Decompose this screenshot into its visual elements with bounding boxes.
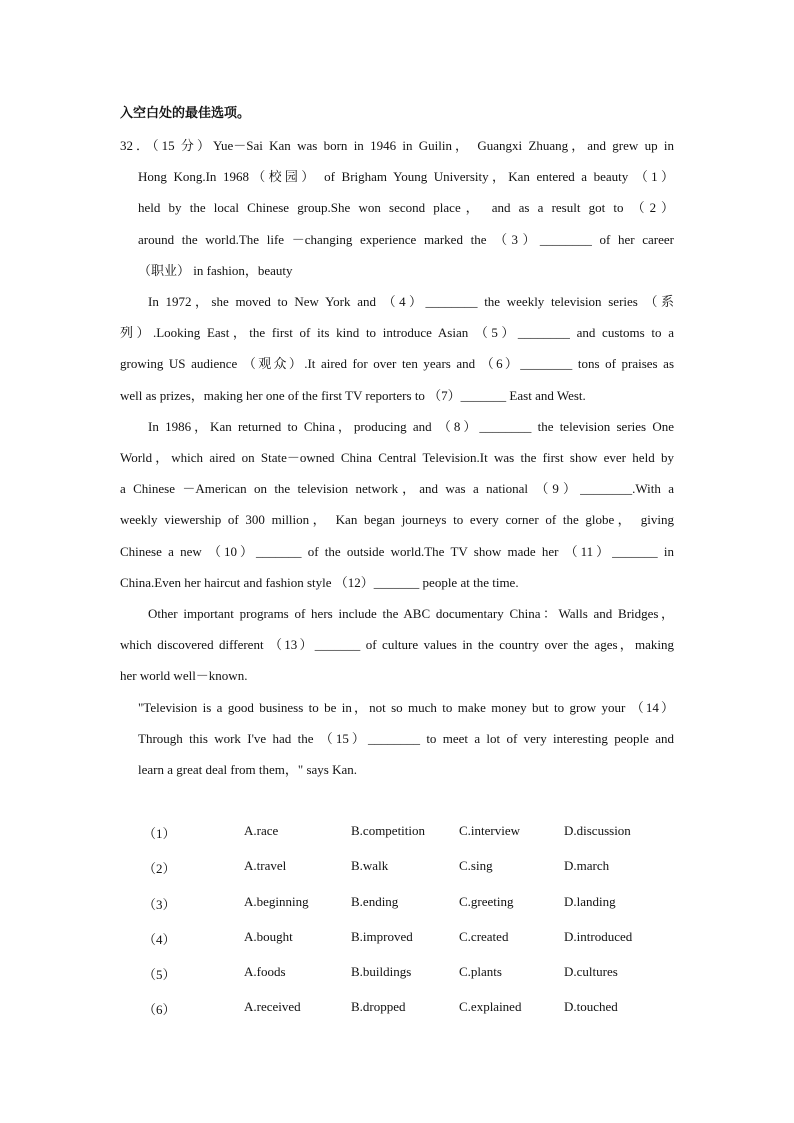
option-c: C.sing (459, 858, 493, 873)
option-a: A.foods (244, 964, 286, 979)
question-number: （4） (143, 932, 176, 947)
passage-line: held by the local Chinese group.She won second place， and as a result got to （2） (138, 200, 674, 215)
option-a: A.received (244, 999, 301, 1014)
section-heading: 入空白处的最佳选项。 (120, 106, 251, 121)
question-number: （5） (143, 967, 176, 982)
option-b: B.buildings (351, 964, 412, 979)
option-a: A.travel (244, 858, 287, 873)
question-number: （6） (143, 1002, 176, 1017)
option-a: A.bought (244, 929, 293, 944)
question-number: （3） (143, 897, 176, 912)
option-b: B.improved (351, 929, 413, 944)
option-b: B.competition (351, 823, 426, 838)
passage-line: Other important programs of hers include the ABC documentary China：Walls and Bridges， (148, 606, 674, 621)
option-row (0, 999, 794, 1019)
passage-line: which discovered different （13）_______ of culture values in the country over the ages，making (120, 637, 674, 652)
option-c: C.created (459, 929, 509, 944)
passage-line: Hong Kong.In 1968（校园） of Brigham Young University，Kan entered a beauty （1） (138, 169, 674, 184)
option-d: D.discussion (564, 823, 631, 838)
option-c: C.interview (459, 823, 521, 838)
passage-line: her world well－known. (120, 668, 248, 683)
option-row (0, 823, 794, 843)
passage-line: （职业） in fashion，beauty (138, 263, 293, 278)
option-c: C.plants (459, 964, 502, 979)
question-number: （2） (143, 861, 176, 876)
passage-line: 列）.Looking East，the first of its kind to introduce Asian （5）________ and customs to a (120, 325, 674, 340)
option-c: C.greeting (459, 894, 514, 909)
option-d: D.touched (564, 999, 618, 1014)
passage-line: learn a great deal from them，" says Kan. (138, 762, 358, 777)
option-d: D.landing (564, 894, 616, 909)
option-b: B.ending (351, 894, 399, 909)
passage-line: weekly viewership of 300 million， Kan began journeys to every corner of the globe， giving (120, 512, 674, 527)
passage-line: In 1986，Kan returned to China，producing and （8）________ the television series One (148, 419, 674, 434)
passage-line: well as prizes，making her one of the first TV reporters to （7）_______ East and West. (120, 388, 586, 403)
option-c: C.explained (459, 999, 522, 1014)
passage-line: a Chinese －American on the television network，and was a national （9）________.With a (120, 481, 674, 496)
option-d: D.cultures (564, 964, 618, 979)
passage-line: Chinese a new （10）_______ of the outside world.The TV show made her （11）_______ in (120, 544, 674, 559)
passage-line: China.Even her haircut and fashion style （12）_______ people at the time. (120, 575, 519, 590)
option-d: D.march (564, 858, 610, 873)
question-number: （1） (143, 826, 176, 841)
passage-line: Through this work I've had the （15）________ to meet a lot of very interesting people and (138, 731, 674, 746)
option-a: A.beginning (244, 894, 309, 909)
passage-line: around the world.The life －changing experience marked the （3）________ of her career (138, 232, 674, 247)
passage-line: 32．（15 分）Yue－Sai Kan was born in 1946 in Guilin， Guangxi Zhuang，and grew up in (120, 138, 674, 153)
passage-line: "Television is a good business to be in，not so much to make money but to grow your （14） (138, 700, 674, 715)
option-b: B.dropped (351, 999, 406, 1014)
passage-line: World，which aired on State－owned China Central Television.It was the first show ever held by (120, 450, 674, 465)
option-row (0, 858, 794, 878)
option-a: A.race (244, 823, 279, 838)
passage-line: growing US audience （观众）.It aired for over ten years and （6）________ tons of praises as (120, 356, 674, 371)
option-d: D.introduced (564, 929, 633, 944)
option-row (0, 894, 794, 914)
option-row (0, 929, 794, 949)
option-b: B.walk (351, 858, 389, 873)
passage-line: In 1972，she moved to New York and （4）________ the weekly television series （系 (148, 294, 674, 309)
option-row (0, 964, 794, 984)
